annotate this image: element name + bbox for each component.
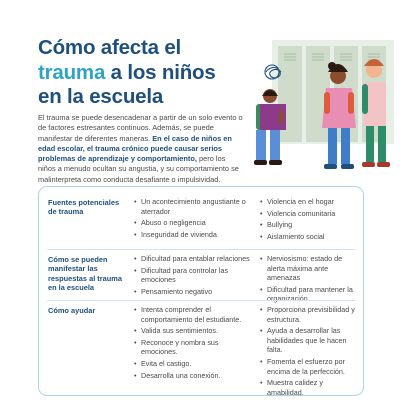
list-item: • Desarrolla una conexión. (134, 371, 252, 381)
row-2-column-2-list (260, 254, 360, 306)
list-item: • Pensamiento negativo (134, 287, 252, 297)
row-3-column-1-list (134, 305, 252, 382)
list-item: • Violencia comunitaria (260, 209, 360, 219)
row-3-column-2-list (260, 305, 360, 399)
list-item: • Fomenta el esfuerzo por encima de la perfección. (260, 357, 360, 376)
list-item: • Un acontecimiento angustiante o aterrador (134, 197, 252, 216)
title-line-2: a los niños (105, 60, 216, 84)
trauma-info-card (38, 186, 364, 396)
list-item: • Inseguridad de vivienda (134, 230, 252, 240)
title-line-3: en la escuela (38, 85, 164, 108)
row-1-column-1-list (134, 197, 252, 241)
list-item: • Violencia en el hogar (260, 197, 360, 207)
intro-bold: En el caso de niños en edad escolar, el trauma crónico puede causar serios problemas de aprendizaje y comportamiento, (38, 133, 232, 164)
row-header-trauma-responses: Cómo se pueden manifestar las respuestas al trauma en la escuela (48, 255, 122, 292)
stressed-child-and-students-illustration (244, 36, 394, 178)
list-item: • Reconoce y nombra sus emociones. (134, 338, 252, 357)
list-item: • Dificultad para controlar las emociones (134, 266, 252, 285)
intro-text-1: El trauma se puede desencadenar a partir de un solo evento o de factores estresantes continuos. Además, se puede manifestar de diferentes maneras. (38, 113, 243, 143)
list-item: • Bullying (260, 220, 360, 230)
title-highlight: trauma (38, 60, 106, 84)
list-item: • Intenta comprender el comportamiento del estudiante. (134, 305, 252, 324)
list-item: • Aislamiento social (260, 232, 360, 242)
list-item: • Dificultad para mantener la organización (260, 285, 360, 304)
row-divider (47, 249, 355, 250)
row-1-column-2-list (260, 197, 360, 243)
list-item: • Ayuda a desarrollar las habilidades que le hacen falta. (260, 326, 360, 355)
row-2-column-1-list (134, 254, 252, 298)
list-item: • Valida sus sentimientos. (134, 326, 252, 336)
row-header-how-to-help: Cómo ayudar (48, 306, 96, 315)
intro-text-2: pero los niños a menudo ocultan su angustia, y su comportamiento se malinterpreta como conducta desafiante o impulsividad. (38, 154, 239, 184)
row-divider (47, 300, 355, 301)
list-item: • Evita el castigo. (134, 359, 252, 369)
list-item: • Nerviosismo: estado de alerta máxima ante amenazas (260, 254, 360, 283)
list-item: • Abuso o negligencia (134, 218, 252, 228)
title-line-1: Cómo afecta el (38, 36, 182, 59)
intro-paragraph (38, 113, 244, 185)
list-item: • Muestra calidez y amabilidad. (260, 378, 360, 397)
list-item: • Dificultad para entablar relaciones (134, 254, 252, 264)
page-title (38, 36, 248, 110)
list-item: • Proporciona previsibilidad y estructura. (260, 305, 360, 324)
row-header-trauma-sources: Fuentes potenciales de trauma (48, 198, 120, 217)
